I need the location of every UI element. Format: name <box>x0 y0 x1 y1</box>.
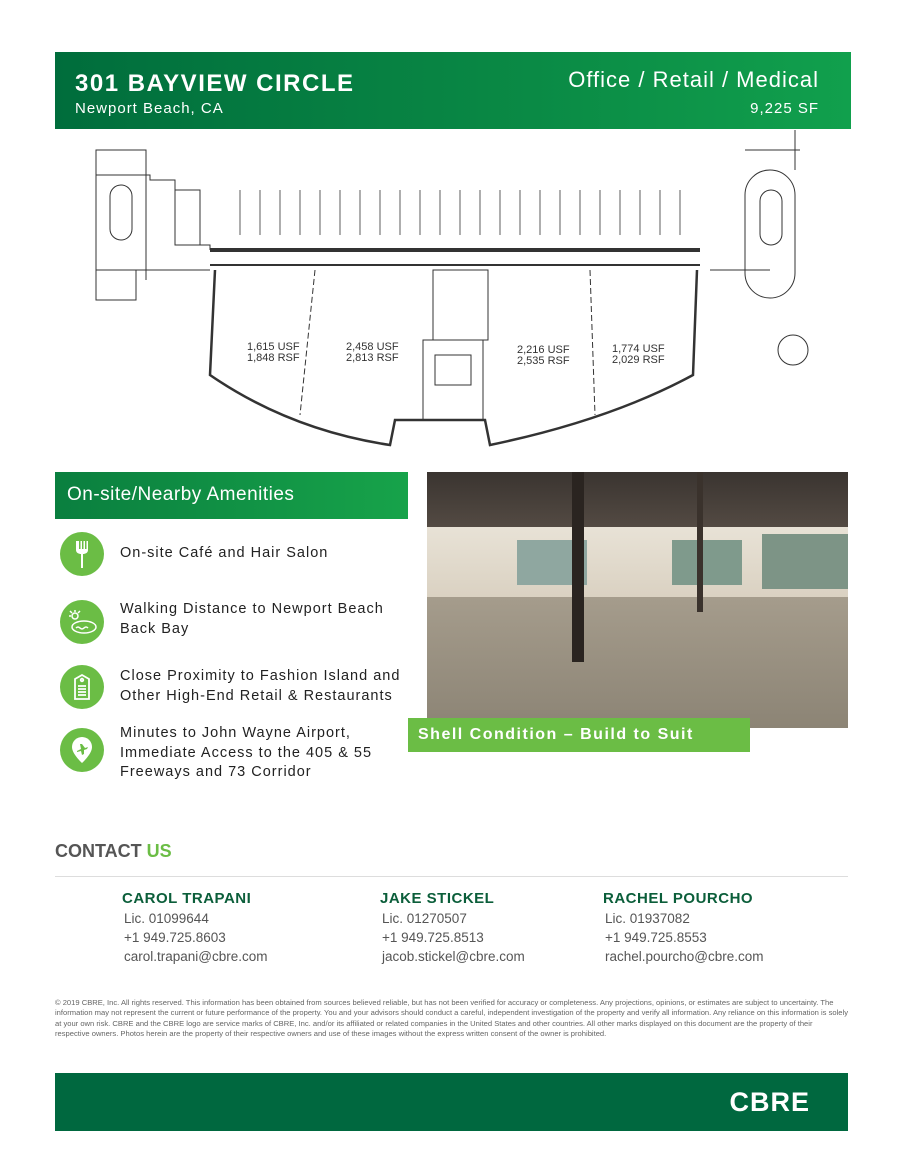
contact-phone[interactable]: +1 949.725.8603 <box>124 930 226 945</box>
interior-photo <box>427 472 848 728</box>
amenity-item <box>60 532 328 576</box>
photo-caption: Shell Condition – Build to Suit <box>408 718 750 752</box>
contact-name: CAROL TRAPANI <box>122 890 252 907</box>
suite-1-rsf: 1,848 RSF <box>247 352 300 364</box>
contact-license: Lic. 01937082 <box>605 911 690 926</box>
contact-name: RACHEL POURCHO <box>603 890 754 907</box>
airplane-pin-icon <box>60 728 104 772</box>
suite-4-usf: 1,774 USF <box>612 343 665 355</box>
contact-email[interactable]: rachel.pourcho@cbre.com <box>605 949 764 964</box>
contact-license: Lic. 01270507 <box>382 911 467 926</box>
contact-email[interactable]: jacob.stickel@cbre.com <box>382 949 525 964</box>
amenity-text: Close Proximity to Fashion Island and <box>120 668 401 684</box>
contact-heading-b: US <box>146 841 172 861</box>
floor-plan <box>90 130 820 460</box>
amenity-item <box>60 726 372 783</box>
suite-2-rsf: 2,813 RSF <box>346 352 399 364</box>
property-title: 301 BAYVIEW CIRCLE <box>75 70 355 97</box>
property-use-types: Office / Retail / Medical <box>568 67 819 92</box>
amenity-text: Minutes to John Wayne Airport, <box>120 725 351 741</box>
contact-phone[interactable]: +1 949.725.8513 <box>382 930 484 945</box>
contact-license: Lic. 01099644 <box>124 911 209 926</box>
property-total-sf: 9,225 SF <box>750 100 819 117</box>
divider <box>55 876 848 877</box>
property-city: Newport Beach, CA <box>75 100 224 117</box>
amenity-item <box>60 600 384 644</box>
header-banner <box>55 52 851 129</box>
amenity-text: Other High-End Retail & Restaurants <box>120 687 393 704</box>
amenity-text: Freeways and 73 Corridor <box>120 764 312 780</box>
suite-3-rsf: 2,535 RSF <box>517 355 570 367</box>
contact-card <box>122 889 268 966</box>
suite-4-rsf: 2,029 RSF <box>612 354 665 366</box>
suite-1-usf: 1,615 USF <box>247 341 300 353</box>
suite-2-usf: 2,458 USF <box>346 341 399 353</box>
contact-heading-a: CONTACT <box>55 841 142 861</box>
amenity-item <box>60 665 400 709</box>
footer-bar <box>55 1073 848 1131</box>
contact-email[interactable]: carol.trapani@cbre.com <box>124 949 268 964</box>
amenity-text: Immediate Access to the 405 & 55 <box>120 744 373 761</box>
suite-3-usf: 2,216 USF <box>517 344 570 356</box>
amenity-text: On-site Café and Hair Salon <box>120 545 329 561</box>
contact-name: JAKE STICKEL <box>380 890 495 907</box>
cbre-logo: CBRE <box>729 1087 810 1117</box>
amenities-heading: On-site/Nearby Amenities <box>55 472 408 519</box>
amenity-text: Back Bay <box>120 620 190 637</box>
disclaimer: © 2019 CBRE, Inc. All rights reserved. This information has been obtained from sources believed reliable, but has not been verified for accuracy or completeness. Any projections, opinions, or estimates are subject to uncertainty. The information may not represent the current or future performance of the property. You and your advisors should conduct a careful, independent investigation of the property and verify all information. Any reliance on this information is solely at your own risk. CBRE and the CBRE logo are service marks of CBRE, Inc. and/or its affiliated or related companies in the United States and other countries. All other marks displayed on this document are the property of their respective owners. Photos herein are the property of their respective owners and use of these images without the express written consent of the owner is prohibited. <box>55 998 849 1038</box>
sun-bay-icon <box>60 600 104 644</box>
contact-heading <box>55 841 172 862</box>
contact-phone[interactable]: +1 949.725.8553 <box>605 930 707 945</box>
contact-card <box>603 889 764 966</box>
shopping-tag-icon <box>60 665 104 709</box>
fork-icon <box>60 532 104 576</box>
amenity-text: Walking Distance to Newport Beach <box>120 601 384 617</box>
contact-card <box>380 889 525 966</box>
